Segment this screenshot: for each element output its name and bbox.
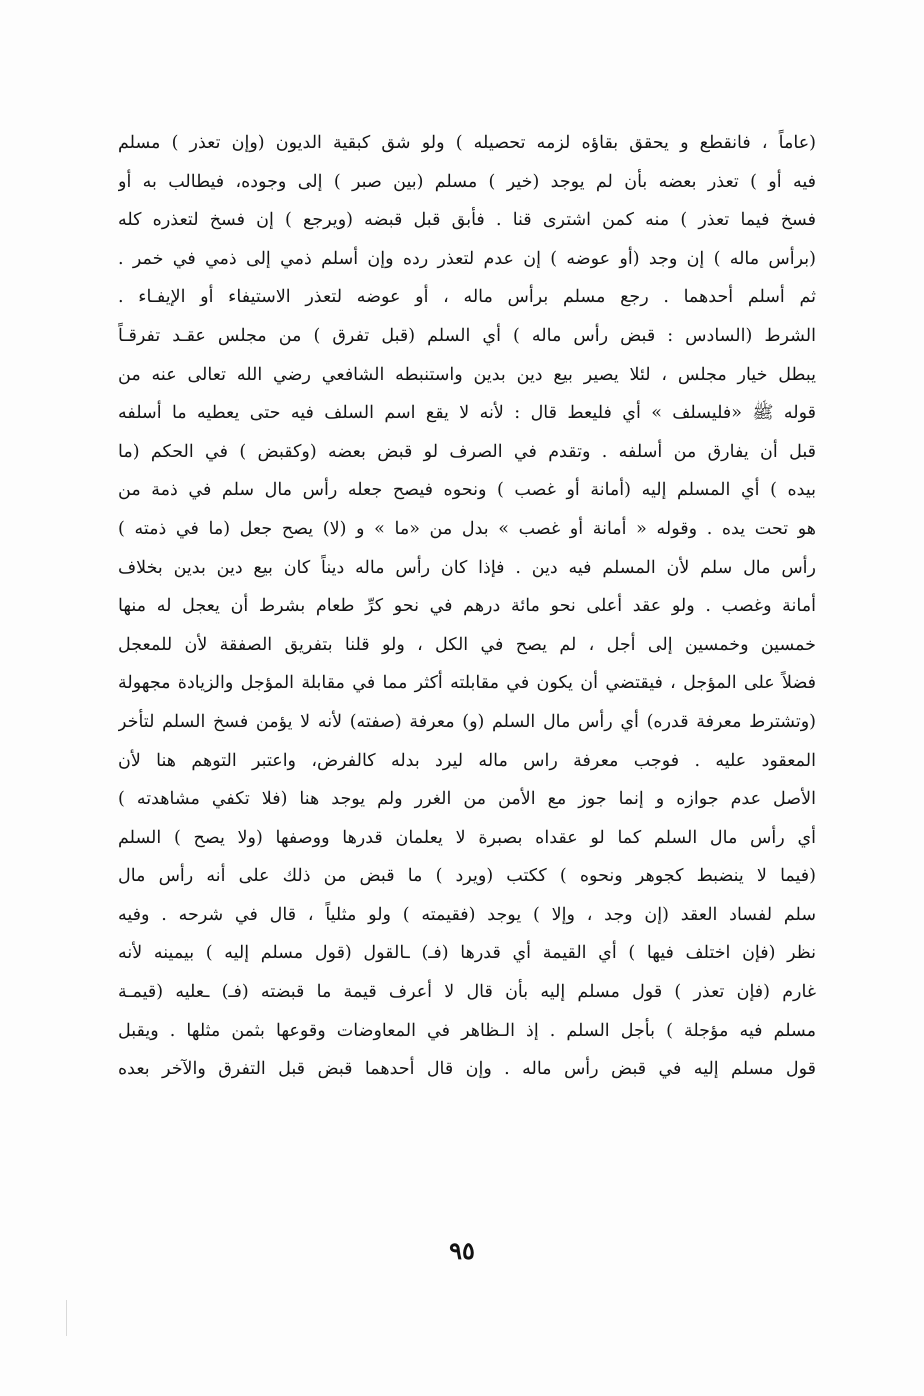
text-line: بيده ) أي المسلم إليه (أمانة أو غصب ) ونحوه فيصح جعله رأس مال سلم في ذمة من bbox=[118, 480, 816, 501]
text-line: هو تحت يده . وقوله « أمانة أو غصب » بدل من «ما » و (لا) يصح جعل (ما في ذمته ) bbox=[118, 518, 816, 539]
text-line: نظر (فإن اختلف فيها ) أي القيمة أي قدرها (فـ) ـالقول (قول مسلم إليه ) بيمينه لأنه bbox=[118, 943, 816, 964]
scan-artifact-line bbox=[66, 1300, 67, 1336]
text-line: غارم (فإن تعذر ) قول مسلم إليه بأن قال لا أعرف قيمة ما قبضته (فـ) ـعليه (قيمـة bbox=[118, 982, 816, 1003]
text-line: قول مسلم إليه في قبض رأس ماله . وإن قال أحدهما قبض قبل التفرق والآخر بعده bbox=[118, 1059, 816, 1080]
text-line: الشرط (السادس : قبض رأس ماله ) أي السلم (قبل تفرق ) من مجلس عقـد تفرقـاً bbox=[118, 325, 816, 346]
text-line: المعقود عليه . فوجب معرفة راس ماله ليرد بدله كالفرض، واعتبر التوهم هنا لأن bbox=[118, 750, 816, 771]
text-line: مسلم فيه مؤجلة ) بأجل السلم . إذ الـظاهر في المعاوضات وقوعها بثمن مثلها . ويقبل bbox=[118, 1020, 816, 1041]
text-line: فسخ فيما تعذر ) منه كمن اشترى قنا . فأبق قبل قبضه (ويرجع ) إن فسخ لتعذره كله bbox=[118, 210, 816, 231]
text-line: ثم أسلم أحدهما . رجع مسلم برأس ماله ، أو عوضه لتعذر الاستيفاء أو الإيفـاء . bbox=[118, 287, 816, 308]
text-line: الأصل عدم جوازه و إنما جوز مع الأمن من الغرر ولم يوجد هنا (فلا تكفي مشاهدته ) bbox=[118, 789, 816, 810]
page-number: ٩٥ bbox=[449, 1236, 475, 1265]
text-line: أي رأس مال السلم كما لو عقداه بصبرة لا يعلمان قدرها ووصفها (ولا يصح ) السلم bbox=[118, 827, 816, 848]
text-line: فيه أو ) تعذر بعضه بأن لم يوجد (خير ) مسلم (بين صبر ) إلى وجوده، فيطالب به أو bbox=[118, 171, 816, 192]
text-line: (برأس ماله ) إن وجد (أو عوضه ) إن عدم لتعذر رده وإن أسلم ذمي إلى ذمي في خمر . bbox=[118, 248, 816, 269]
text-line: خمسين وخمسين إلى أجل ، لم يصح في الكل ، ولو قلنا بتفريق الصفقة لأن للمعجل bbox=[118, 634, 816, 655]
text-line: قوله ﷺ «فليسلف » أي فليعط قال : لأنه لا يقع اسم السلف فيه حتى يعطيه ما أسلفه bbox=[118, 403, 816, 424]
text-line: (عاماً ، فانقطع و يحقق بقاؤه لزمه تحصيله ) ولو شق كبقية الديون (وإن تعذر ) مسلم bbox=[118, 133, 816, 153]
text-line: (فيما لا ينضبط كجوهر ونحوه ) ككتب (ويرد ) ما قبض من ذلك على أنه رأس مال bbox=[118, 866, 816, 887]
text-line: أمانة وغصب . ولو عقد أعلى نحو مائة درهم في نحو كرِّ طعام بشرط أن يعجل له منها bbox=[118, 596, 816, 617]
text-line: (وتشترط معرفة قدره) أي رأس مال السلم (و) معرفة (صفته) لأنه لا يؤمن فسخ السلم لتأخر bbox=[118, 711, 816, 732]
body-text bbox=[118, 124, 816, 1089]
text-line: فضلاً على المؤجل ، فيقتضي أن يكون في مقابلته أكثر مما في مقابلة المؤجل والزيادة مجهولة bbox=[118, 673, 816, 694]
text-line: قبل أن يفارق من أسلفه . وتقدم في الصرف لو قبض بعضه (وكقبض ) في الحكم (ما bbox=[118, 441, 816, 462]
text-line: يبطل خيار مجلس ، لئلا يصير بيع دين بدين واستنبطه الشافعي رضي الله تعالى عنه من bbox=[118, 364, 816, 385]
text-line: رأس مال سلم لأن المسلم فيه دين . فإذا كان رأس ماله ديناً كان بيع دين بدين بخلاف bbox=[118, 557, 816, 578]
text-line: سلم لفساد العقد (إن وجد ، وإلا ) يوجد (فقيمته ) ولو مثلياً ، قال في شرحه . وفيه bbox=[118, 904, 816, 925]
